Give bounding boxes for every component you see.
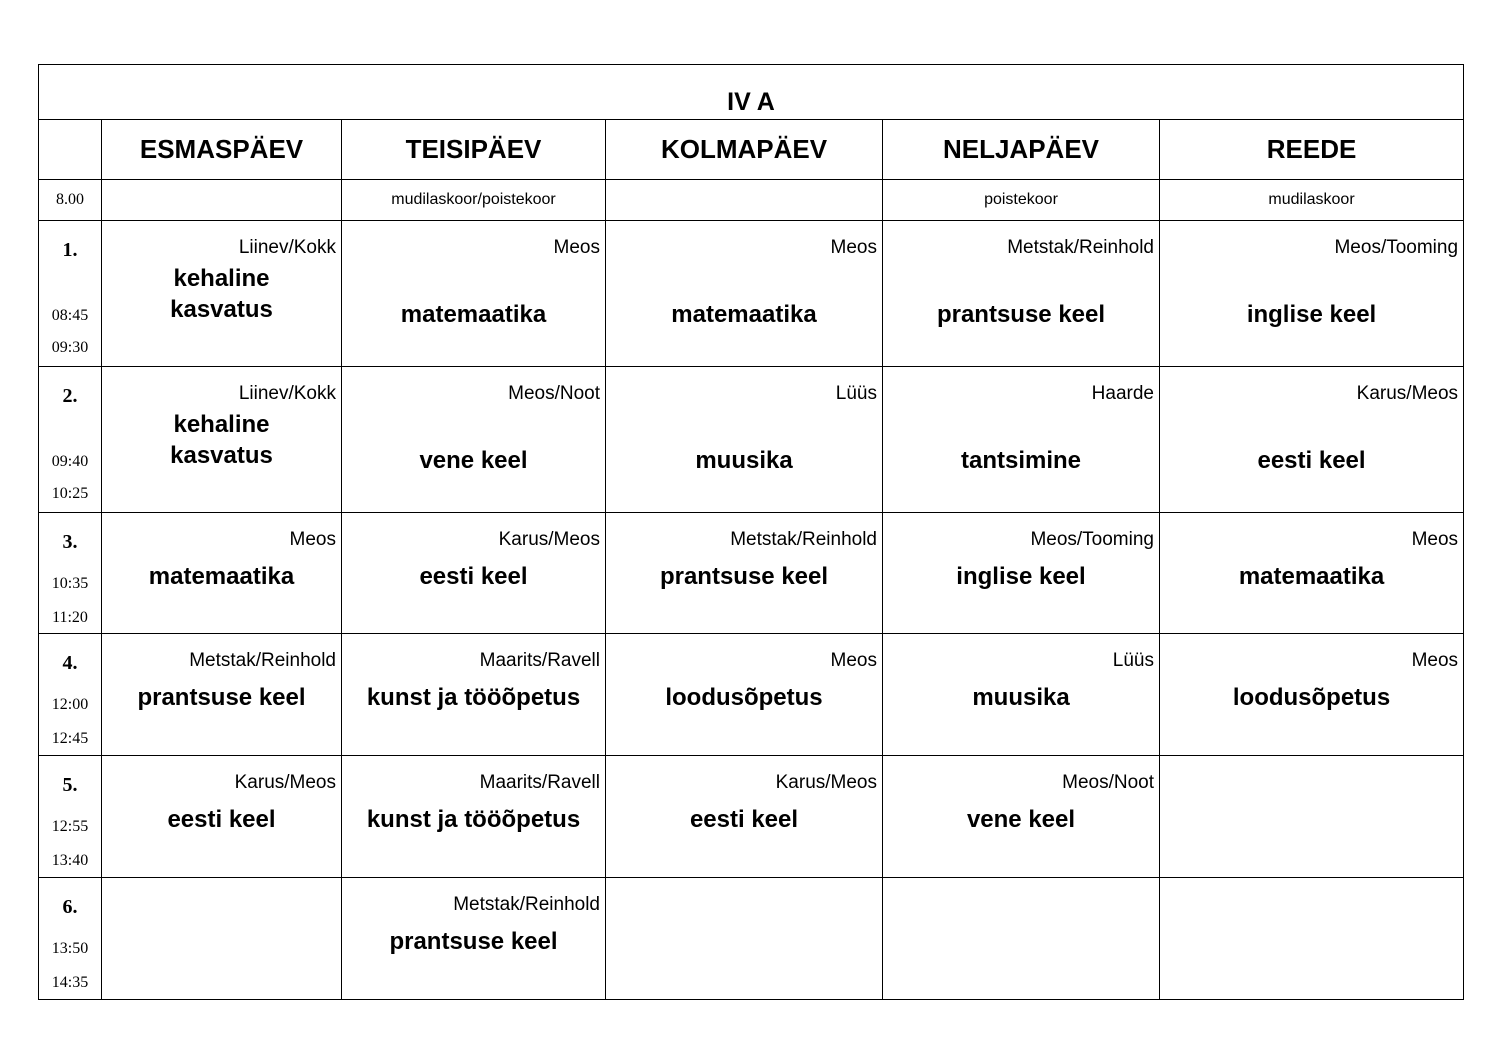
lesson-row-6 (39, 878, 1464, 1000)
lesson-cell-inner (606, 513, 882, 633)
lesson-row-5 (39, 756, 1464, 878)
lesson-cell-tuesday (342, 756, 606, 878)
lesson-cell-inner (1160, 221, 1463, 366)
lesson-cell-inner (342, 634, 605, 755)
lesson-cell-inner (883, 634, 1159, 755)
teacher-name: Lüüs (1112, 650, 1154, 671)
lesson-cell-inner (1160, 878, 1463, 999)
subject-name (606, 561, 882, 592)
lesson-row-3 (39, 513, 1464, 634)
lesson-row-2 (39, 367, 1464, 513)
subject-name (883, 682, 1159, 713)
subject-line: inglise keel (1246, 301, 1377, 328)
teacher-name: Liinev/Kokk (238, 383, 336, 404)
lesson-cell-tuesday (342, 634, 606, 756)
lesson-cell-tuesday (342, 367, 606, 513)
pre-lesson-note (606, 180, 883, 221)
lesson-time-cell (39, 756, 102, 878)
pre-lesson-row (39, 180, 1464, 221)
subject-name (102, 409, 341, 471)
lesson-cell-inner (1160, 513, 1463, 633)
lesson-cell-inner (102, 878, 341, 999)
day-header-thursday: NELJAPÄEV (883, 120, 1160, 180)
subject-line: kunst ja tööõpetus (366, 684, 581, 711)
lesson-cell-inner (342, 221, 605, 366)
subject-name (883, 804, 1159, 835)
lesson-cell-monday (102, 756, 342, 878)
teacher-name: Meos (1411, 650, 1459, 671)
lesson-time-inner (39, 221, 101, 366)
lesson-time-cell (39, 878, 102, 1000)
pre-lesson-note (102, 180, 342, 221)
lesson-cell-wednesday (606, 221, 883, 367)
subject-line: vene keel (966, 806, 1076, 833)
lesson-time-cell (39, 513, 102, 634)
lesson-cell-thursday (883, 756, 1160, 878)
lesson-cell-inner (606, 634, 882, 755)
teacher-name: Karus/Meos (775, 772, 877, 793)
lesson-cell-friday (1160, 221, 1464, 367)
teacher-name: Meos (830, 237, 877, 258)
teacher-name: Maarits/Ravell (479, 772, 600, 793)
lesson-cell-inner (606, 878, 882, 999)
lesson-cell-thursday (883, 634, 1160, 756)
lesson-cell-friday (1160, 878, 1464, 1000)
lesson-cell-friday (1160, 367, 1464, 513)
lesson-cell-friday (1160, 756, 1464, 878)
subject-line: prantsuse keel (659, 563, 829, 590)
subject-line: tantsimine (960, 447, 1082, 474)
teacher-name: Meos (553, 237, 600, 258)
lesson-start-time: 10:35 (51, 575, 89, 592)
lesson-number: 2. (62, 385, 78, 407)
lesson-cell-tuesday (342, 878, 606, 1000)
teacher-name: Haarde (1091, 383, 1154, 404)
teacher-name: Karus/Meos (234, 772, 336, 793)
teacher-name: Maarits/Ravell (479, 650, 600, 671)
subject-line: vene keel (419, 447, 528, 474)
lesson-cell-inner (606, 756, 882, 877)
lesson-cell-tuesday (342, 513, 606, 634)
lesson-cell-wednesday (606, 878, 883, 1000)
subject-line: matemaatika (148, 563, 295, 590)
lesson-cell-inner (342, 756, 605, 877)
subject-name (606, 445, 882, 476)
lesson-cell-inner (606, 221, 882, 366)
lesson-time-cell (39, 634, 102, 756)
lesson-cell-inner (1160, 756, 1463, 877)
subject-line: kasvatus (170, 442, 273, 469)
teacher-name: Meos/Tooming (1334, 237, 1459, 258)
lesson-cell-monday (102, 367, 342, 513)
teacher-name: Metstak/Reinhold (1007, 237, 1154, 258)
lesson-cell-inner (883, 221, 1159, 366)
subject-name (1160, 682, 1463, 713)
subject-name (606, 682, 882, 713)
lesson-time-inner (39, 634, 101, 755)
lesson-number: 1. (62, 239, 78, 261)
lesson-cell-monday (102, 634, 342, 756)
lesson-cell-tuesday (342, 221, 606, 367)
subject-line: kehaline (173, 411, 270, 438)
lesson-start-time: 12:55 (51, 818, 89, 835)
teacher-name: Meos (1411, 529, 1459, 550)
subject-line: prantsuse keel (389, 928, 558, 955)
lesson-cell-inner (342, 367, 605, 512)
teacher-name: Karus/Meos (498, 529, 600, 550)
timetable (38, 64, 1464, 1000)
lesson-number: 3. (62, 531, 78, 553)
lesson-row-4 (39, 634, 1464, 756)
day-header-row (39, 120, 1464, 180)
lesson-start-time: 12:00 (51, 696, 89, 713)
title-row (39, 65, 1464, 120)
day-header-monday: ESMASPÄEV (102, 120, 342, 180)
lesson-cell-thursday (883, 221, 1160, 367)
lesson-cell-monday (102, 513, 342, 634)
subject-line: eesti keel (167, 806, 276, 833)
lesson-end-time: 14:35 (51, 974, 89, 991)
lesson-cell-thursday (883, 513, 1160, 634)
lesson-start-time: 09:40 (51, 453, 89, 470)
lesson-number: 6. (62, 896, 78, 918)
subject-name (342, 299, 605, 330)
teacher-name: Meos (289, 529, 336, 550)
subject-line: kehaline (173, 265, 270, 292)
teacher-name: Meos/Tooming (1030, 529, 1154, 550)
lesson-start-time: 13:50 (51, 940, 89, 957)
subject-name (102, 263, 341, 325)
lesson-row-1 (39, 221, 1464, 367)
lesson-cell-inner (606, 367, 882, 512)
lesson-end-time: 12:45 (51, 730, 89, 747)
subject-name (1160, 445, 1463, 476)
lesson-cell-monday (102, 878, 342, 1000)
lesson-cell-inner (342, 878, 605, 999)
lesson-time-cell (39, 367, 102, 513)
lesson-cell-monday (102, 221, 342, 367)
lesson-cell-inner (102, 634, 341, 755)
lesson-cell-inner (883, 513, 1159, 633)
teacher-name: Karus/Meos (1356, 383, 1459, 404)
lesson-cell-thursday (883, 878, 1160, 1000)
lesson-time-inner (39, 513, 101, 633)
subject-name (102, 561, 341, 592)
lesson-cell-wednesday (606, 756, 883, 878)
lesson-cell-inner (883, 878, 1159, 999)
subject-line: loodusõpetus (665, 684, 823, 711)
subject-name (342, 804, 605, 835)
teacher-name: Liinev/Kokk (238, 237, 336, 258)
subject-name (342, 561, 605, 592)
pre-lesson-note: poistekoor (883, 180, 1160, 221)
subject-line: prantsuse keel (936, 301, 1106, 328)
corner-cell (39, 120, 102, 180)
lesson-end-time: 10:25 (51, 485, 89, 502)
subject-name (1160, 299, 1463, 330)
lesson-cell-inner (102, 221, 341, 366)
lesson-cell-inner (1160, 367, 1463, 512)
subject-name (342, 682, 605, 713)
subject-name (883, 561, 1159, 592)
subject-line: muusika (695, 447, 793, 474)
lesson-cell-wednesday (606, 513, 883, 634)
subject-line: matemaatika (671, 301, 817, 328)
lesson-cell-inner (102, 367, 341, 512)
pre-lesson-time: 8.00 (39, 180, 102, 221)
subject-line: loodusõpetus (1232, 684, 1391, 711)
lesson-cell-inner (342, 513, 605, 633)
lesson-number: 4. (62, 652, 78, 674)
lesson-start-time: 08:45 (51, 307, 89, 324)
subject-name (1160, 561, 1463, 592)
day-header-wednesday: KOLMAPÄEV (606, 120, 883, 180)
lesson-end-time: 13:40 (51, 852, 89, 869)
lesson-cell-friday (1160, 634, 1464, 756)
lesson-cell-inner (883, 756, 1159, 877)
subject-line: eesti keel (689, 806, 799, 833)
teacher-name: Metstak/Reinhold (189, 650, 336, 671)
lesson-cell-wednesday (606, 634, 883, 756)
subject-line: inglise keel (956, 563, 1086, 590)
subject-line: kunst ja tööõpetus (366, 806, 581, 833)
lesson-time-inner (39, 367, 101, 512)
subject-line: kasvatus (170, 296, 273, 323)
teacher-name: Metstak/Reinhold (730, 529, 877, 550)
lesson-cell-inner (883, 367, 1159, 512)
subject-line: eesti keel (419, 563, 528, 590)
lesson-cell-friday (1160, 513, 1464, 634)
pre-lesson-note: mudilaskoor (1160, 180, 1464, 221)
subject-name (606, 804, 882, 835)
subject-line: matemaatika (1238, 563, 1385, 590)
lesson-time-inner (39, 878, 101, 999)
day-header-tuesday: TEISIPÄEV (342, 120, 606, 180)
pre-lesson-note: mudilaskoor/poistekoor (342, 180, 606, 221)
subject-line: matemaatika (400, 301, 547, 328)
lesson-cell-inner (102, 756, 341, 877)
teacher-name: Meos/Noot (1062, 772, 1154, 793)
lesson-cell-inner (1160, 634, 1463, 755)
subject-name (342, 445, 605, 476)
lesson-end-time: 09:30 (51, 339, 89, 356)
subject-name (102, 682, 341, 713)
subject-name (102, 804, 341, 835)
teacher-name: Meos/Noot (508, 383, 600, 404)
subject-line: muusika (972, 684, 1070, 711)
lesson-cell-thursday (883, 367, 1160, 513)
teacher-name: Lüüs (835, 383, 877, 404)
subject-name (883, 445, 1159, 476)
subject-name (883, 299, 1159, 330)
day-header-friday: REEDE (1160, 120, 1464, 180)
subject-line: prantsuse keel (137, 684, 306, 711)
lesson-end-time: 11:20 (52, 609, 88, 626)
lesson-time-cell (39, 221, 102, 367)
teacher-name: Meos (830, 650, 877, 671)
lesson-cell-inner (102, 513, 341, 633)
lesson-time-inner (39, 756, 101, 877)
teacher-name: Metstak/Reinhold (453, 894, 600, 915)
lesson-cell-wednesday (606, 367, 883, 513)
subject-name (606, 299, 882, 330)
class-title: IV A (39, 65, 1464, 120)
lesson-number: 5. (62, 774, 78, 796)
subject-line: eesti keel (1257, 447, 1366, 474)
subject-name (342, 926, 605, 957)
